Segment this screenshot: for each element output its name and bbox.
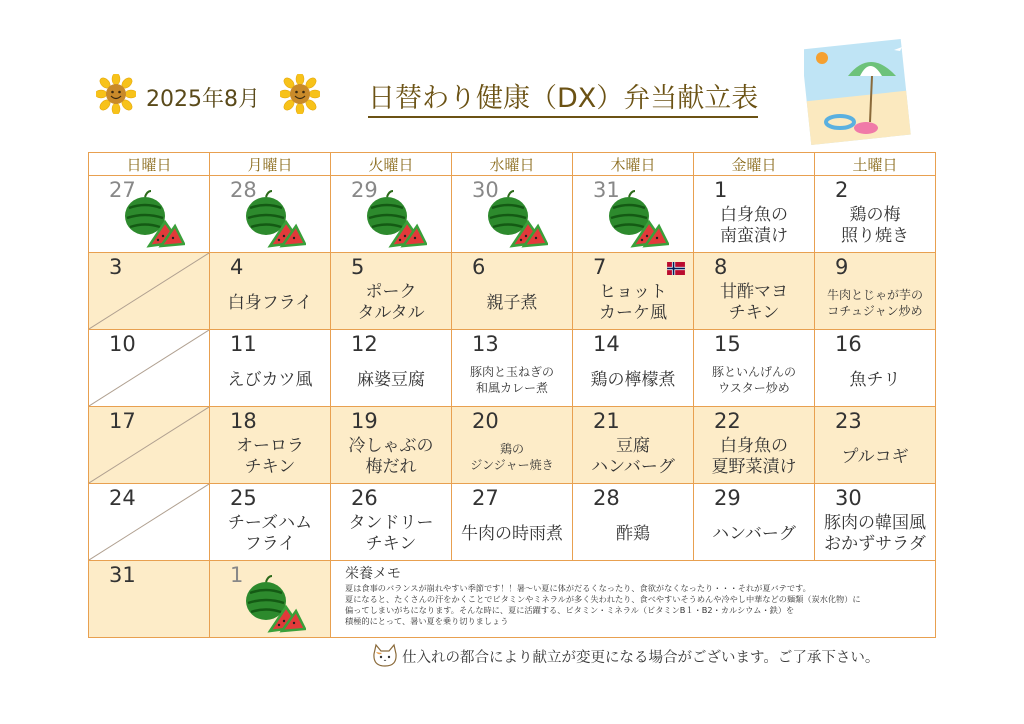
meal-name: ポーク タルタル xyxy=(357,282,425,323)
meal-name: 親子煮 xyxy=(486,292,538,313)
weekday-sun: 日曜日 xyxy=(89,153,210,176)
meal-name: 豚肉と玉ねぎの 和風カレー煮 xyxy=(469,365,554,395)
day-number: 5 xyxy=(351,255,365,279)
day-number: 21 xyxy=(593,409,620,433)
day-cell xyxy=(452,407,573,484)
day-cell xyxy=(694,484,815,561)
memo-title: 栄養メモ xyxy=(345,566,401,582)
meal-name: 甘酢マヨ チキン xyxy=(720,282,788,323)
weekday-mon: 月曜日 xyxy=(210,153,331,176)
sunflower-icon xyxy=(280,74,320,114)
day-cell xyxy=(694,253,815,330)
day-cell xyxy=(331,407,452,484)
meal-name: 豚肉の韓国風 おかずサラダ xyxy=(824,513,926,554)
day-number: 24 xyxy=(109,486,136,510)
calendar-week-row xyxy=(89,253,936,330)
day-cell xyxy=(210,407,331,484)
day-number: 29 xyxy=(714,486,741,510)
closed-day-slash xyxy=(89,330,209,406)
day-number: 9 xyxy=(835,255,849,279)
day-number: 15 xyxy=(714,332,741,356)
day-number: 27 xyxy=(109,178,136,202)
day-cell xyxy=(452,253,573,330)
day-number: 6 xyxy=(472,255,486,279)
day-cell xyxy=(694,176,815,253)
meal-name: 牛肉とじゃが芋の コチュジャン炒め xyxy=(826,288,923,318)
weekday-fri: 金曜日 xyxy=(694,153,815,176)
meal-name: えびカツ風 xyxy=(227,369,313,390)
day-cell xyxy=(815,176,936,253)
calendar-week-row xyxy=(89,561,936,638)
day-number: 27 xyxy=(472,486,499,510)
meal-name: 白身フライ xyxy=(227,292,313,313)
calendar-week-row xyxy=(89,484,936,561)
meal-name: 魚チリ xyxy=(849,369,901,390)
day-number: 28 xyxy=(230,178,257,202)
day-number: 10 xyxy=(109,332,136,356)
closed-day-slash xyxy=(89,407,209,483)
norway-flag-icon xyxy=(667,262,685,275)
day-cell xyxy=(573,253,694,330)
day-cell xyxy=(89,253,210,330)
day-number: 30 xyxy=(472,178,499,202)
day-cell xyxy=(89,407,210,484)
meal-name: 白身魚の 南蛮漬け xyxy=(720,205,788,246)
day-cell xyxy=(573,484,694,561)
day-number: 7 xyxy=(593,255,607,279)
day-number: 17 xyxy=(109,409,136,433)
meal-name: 酢鶏 xyxy=(616,523,650,544)
day-cell xyxy=(331,330,452,407)
day-number: 19 xyxy=(351,409,378,433)
day-cell xyxy=(210,561,331,638)
day-number: 14 xyxy=(593,332,620,356)
day-number: 4 xyxy=(230,255,244,279)
meal-name: オーロラ チキン xyxy=(236,436,304,477)
calendar-week-row xyxy=(89,176,936,253)
watermelon-icon xyxy=(484,188,548,248)
day-cell xyxy=(452,176,573,253)
weekday-wed: 水曜日 xyxy=(452,153,573,176)
day-number: 28 xyxy=(593,486,620,510)
day-cell xyxy=(210,484,331,561)
watermelon-icon xyxy=(242,573,306,633)
day-number: 11 xyxy=(230,332,257,356)
footer-notice: 仕入れの都合により献立が変更になる場合がございます。ご了承下さい。 xyxy=(402,650,880,666)
day-number: 2 xyxy=(835,178,849,202)
page-title: 日替わり健康（DX）弁当献立表 xyxy=(368,76,758,118)
closed-day-slash xyxy=(89,484,209,560)
cat-icon xyxy=(370,642,400,668)
day-cell xyxy=(815,253,936,330)
meal-name: ハンバーグ xyxy=(712,523,796,544)
day-cell xyxy=(815,407,936,484)
day-number: 13 xyxy=(472,332,499,356)
day-number: 29 xyxy=(351,178,378,202)
day-number: 16 xyxy=(835,332,862,356)
beach-illustration xyxy=(804,36,914,146)
day-cell xyxy=(89,561,210,638)
watermelon-icon xyxy=(121,188,185,248)
day-number: 3 xyxy=(109,255,123,279)
meal-name: 豚といんげんの ウスター炒め xyxy=(711,365,796,395)
day-cell xyxy=(210,330,331,407)
day-number: 31 xyxy=(593,178,620,202)
sunflower-icon xyxy=(96,74,136,114)
day-number: 8 xyxy=(714,255,728,279)
day-cell xyxy=(89,330,210,407)
day-cell xyxy=(573,407,694,484)
meal-name: 麻婆豆腐 xyxy=(357,369,425,390)
watermelon-icon xyxy=(363,188,427,248)
day-cell xyxy=(694,330,815,407)
day-cell xyxy=(815,330,936,407)
day-number: 25 xyxy=(230,486,257,510)
watermelon-icon xyxy=(605,188,669,248)
meal-name: プルコギ xyxy=(841,446,909,467)
day-cell xyxy=(331,176,452,253)
day-cell xyxy=(573,176,694,253)
month-label: 2025年8月 xyxy=(146,87,260,112)
day-cell xyxy=(331,253,452,330)
weekday-tue: 火曜日 xyxy=(331,153,452,176)
meal-name: 白身魚の 夏野菜漬け xyxy=(711,436,797,477)
weekday-header-row xyxy=(89,153,936,176)
day-number: 1 xyxy=(230,563,244,587)
calendar-grid xyxy=(88,152,936,638)
day-number: 31 xyxy=(109,563,136,587)
meal-name: 牛肉の時雨煮 xyxy=(461,523,563,544)
weekday-sat: 土曜日 xyxy=(815,153,936,176)
day-number: 18 xyxy=(230,409,257,433)
day-number: 23 xyxy=(835,409,862,433)
day-cell xyxy=(89,176,210,253)
meal-name: タンドリー チキン xyxy=(348,513,434,554)
day-cell xyxy=(573,330,694,407)
day-cell xyxy=(452,484,573,561)
meal-name: 鶏の ジンジャー焼き xyxy=(470,442,554,472)
day-number: 26 xyxy=(351,486,378,510)
meal-name: 鶏の檸檬煮 xyxy=(590,369,676,390)
day-cell xyxy=(694,407,815,484)
day-cell xyxy=(89,484,210,561)
nutrition-memo xyxy=(331,561,936,638)
day-number: 12 xyxy=(351,332,378,356)
day-number: 1 xyxy=(714,178,728,202)
day-number: 22 xyxy=(714,409,741,433)
memo-text: 夏は食事のバランスが崩れやすい季節です！！暑～い夏に体がだるくなったり、食欲がなくなったり・・・それが夏バテです。 夏になると、たくさんの汗をかくことでビタミンやミネラルが多く失われたり、食べやすいそうめんや冷やし中華などの麺類（炭水化物）に 偏ってしまいがちになります。そんな時に、夏に活躍する、ビタミン・ミネラル（ビタミンB１・B2・カルシウム・鉄）を 積極的にとって、暑い夏を乗り切りましょう xyxy=(345,583,861,626)
day-cell xyxy=(210,253,331,330)
meal-name: チーズハム フライ xyxy=(227,513,313,554)
day-cell xyxy=(815,484,936,561)
day-number: 30 xyxy=(835,486,862,510)
weekday-thu: 木曜日 xyxy=(573,153,694,176)
meal-name: 豆腐 ハンバーグ xyxy=(591,436,675,477)
watermelon-icon xyxy=(242,188,306,248)
day-cell xyxy=(452,330,573,407)
meal-name: 鶏の梅 照り焼き xyxy=(841,205,909,246)
meal-name: ヒョット カーケ風 xyxy=(599,282,667,323)
meal-name: 冷しゃぶの 梅だれ xyxy=(348,436,434,477)
calendar-week-row xyxy=(89,407,936,484)
day-cell xyxy=(210,176,331,253)
closed-day-slash xyxy=(89,253,209,329)
day-cell xyxy=(331,484,452,561)
day-number: 20 xyxy=(472,409,499,433)
calendar-week-row xyxy=(89,330,936,407)
